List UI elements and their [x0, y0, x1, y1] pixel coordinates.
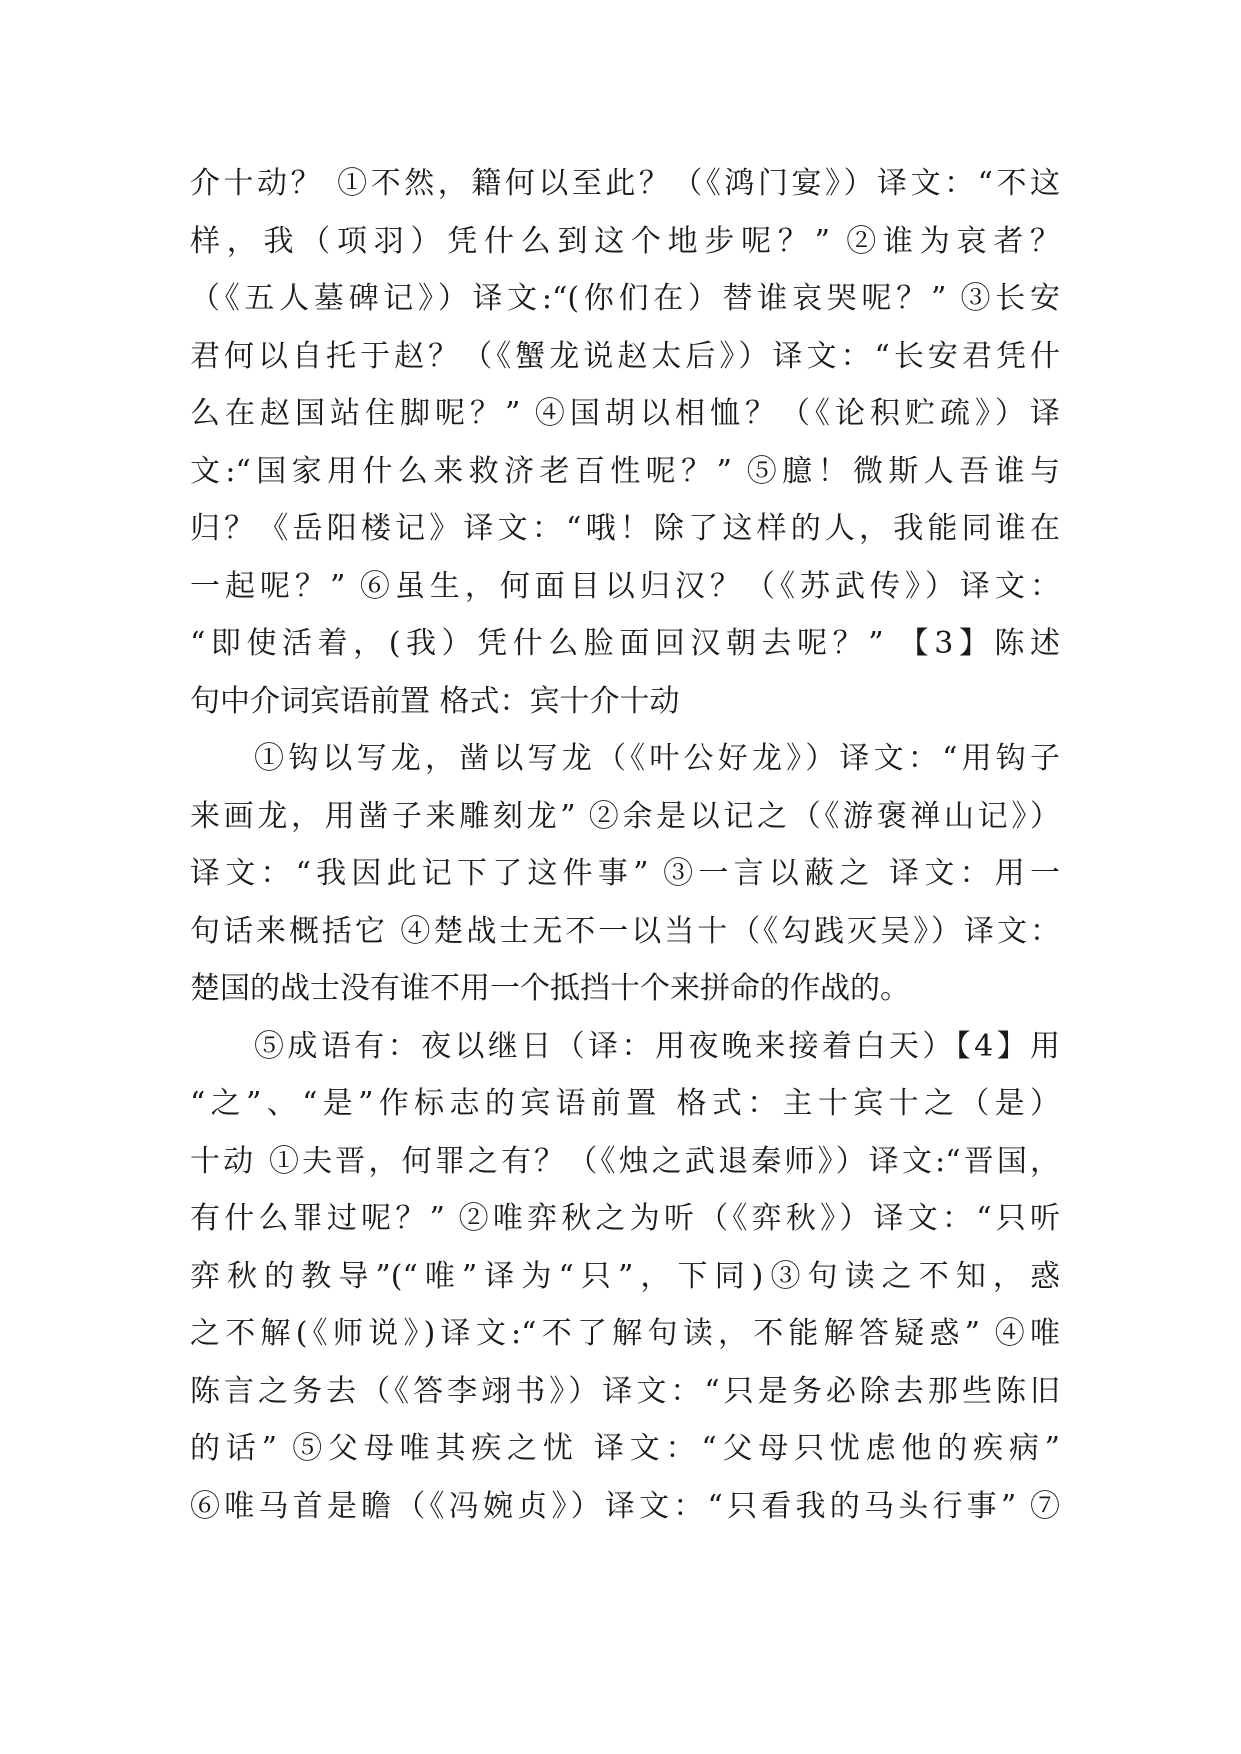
text-line: 一起呢？” ⑥虽生，何面目以归汉？（《苏武传》）译文：	[190, 568, 1060, 604]
text-line: 文:“国家用什么来救济老百性呢？” ⑤臆！微斯人吾谁与	[190, 453, 1060, 489]
text-line: 句中介词宾语前置 格式：宾十介十动	[190, 683, 680, 719]
text-line: 弈秋的教导”(“唯”译为“只”，下同)③句读之不知，惑	[190, 1258, 1060, 1294]
text-line: 楚国的战士没有谁不用一个抵挡十个来拼命的作战的。	[190, 971, 910, 1006]
text-line: 的话” ⑤父母唯其疾之忧 译文：“父母只忧虑他的疾病”	[190, 1431, 1060, 1466]
text-line: （《五人墓碑记》）译文:“(你们在）替谁哀哭呢？” ③长安	[190, 281, 1060, 316]
text-line: 来画龙，用凿子来雕刻龙” ②余是以记之（《游褒禅山记》）	[190, 798, 1060, 834]
text-line: 句话来概括它 ④楚战士无不一以当十（《勾践灭吴》）译文：	[190, 913, 1060, 949]
text-line: “之”、“是”作标志的宾语前置 格式：主十宾十之（是）	[190, 1086, 1060, 1121]
text-line: 之不解(《师说》)译文:“不了解句读，不能解答疑惑” ④唯	[190, 1316, 1060, 1351]
body-text	[190, 155, 1060, 1535]
text-line: ⑤成语有：夜以继日（译：用夜晚来接着白天）【4】用	[254, 1028, 1060, 1064]
text-line: 归？《岳阳楼记》译文：“哦！除了这样的人，我能同谁在	[190, 511, 1060, 546]
text-line: 陈言之务去（《答李翊书》）译文：“只是务必除去那些陈旧	[190, 1373, 1060, 1409]
text-line: 十动 ①夫晋，何罪之有？（《烛之武退秦师》）译文:“晋国，	[190, 1143, 1060, 1179]
text-line: “即使活着，(我）凭什么脸面回汉朝去呢？” 【3】陈述	[190, 626, 1060, 661]
text-line: ⑥唯马首是瞻（《冯婉贞》）译文：“只看我的马头行事” ⑦	[190, 1488, 1060, 1524]
text-line: 样，我（项羽）凭什么到这个地步呢？” ②谁为哀者？	[190, 223, 1060, 259]
text-line: 译文：“我因此记下了这件事” ③一言以蔽之 译文：用一	[190, 856, 1060, 891]
text-line: 有什么罪过呢？” ②唯弈秋之为听（《弈秋》）译文：“只听	[190, 1201, 1060, 1236]
text-line: 介十动？ ①不然，籍何以至此？（《鸿门宴》）译文：“不这	[190, 166, 1060, 201]
text-line: ①钩以写龙，凿以写龙（《叶公好龙》）译文：“用钩子	[254, 741, 1060, 776]
text-line: 君何以自托于赵？（《蟹龙说赵太后》）译文：“长安君凭什	[190, 338, 1060, 374]
text-line: 么在赵国站住脚呢？” ④国胡以相恤？（《论积贮疏》）译	[190, 396, 1060, 431]
